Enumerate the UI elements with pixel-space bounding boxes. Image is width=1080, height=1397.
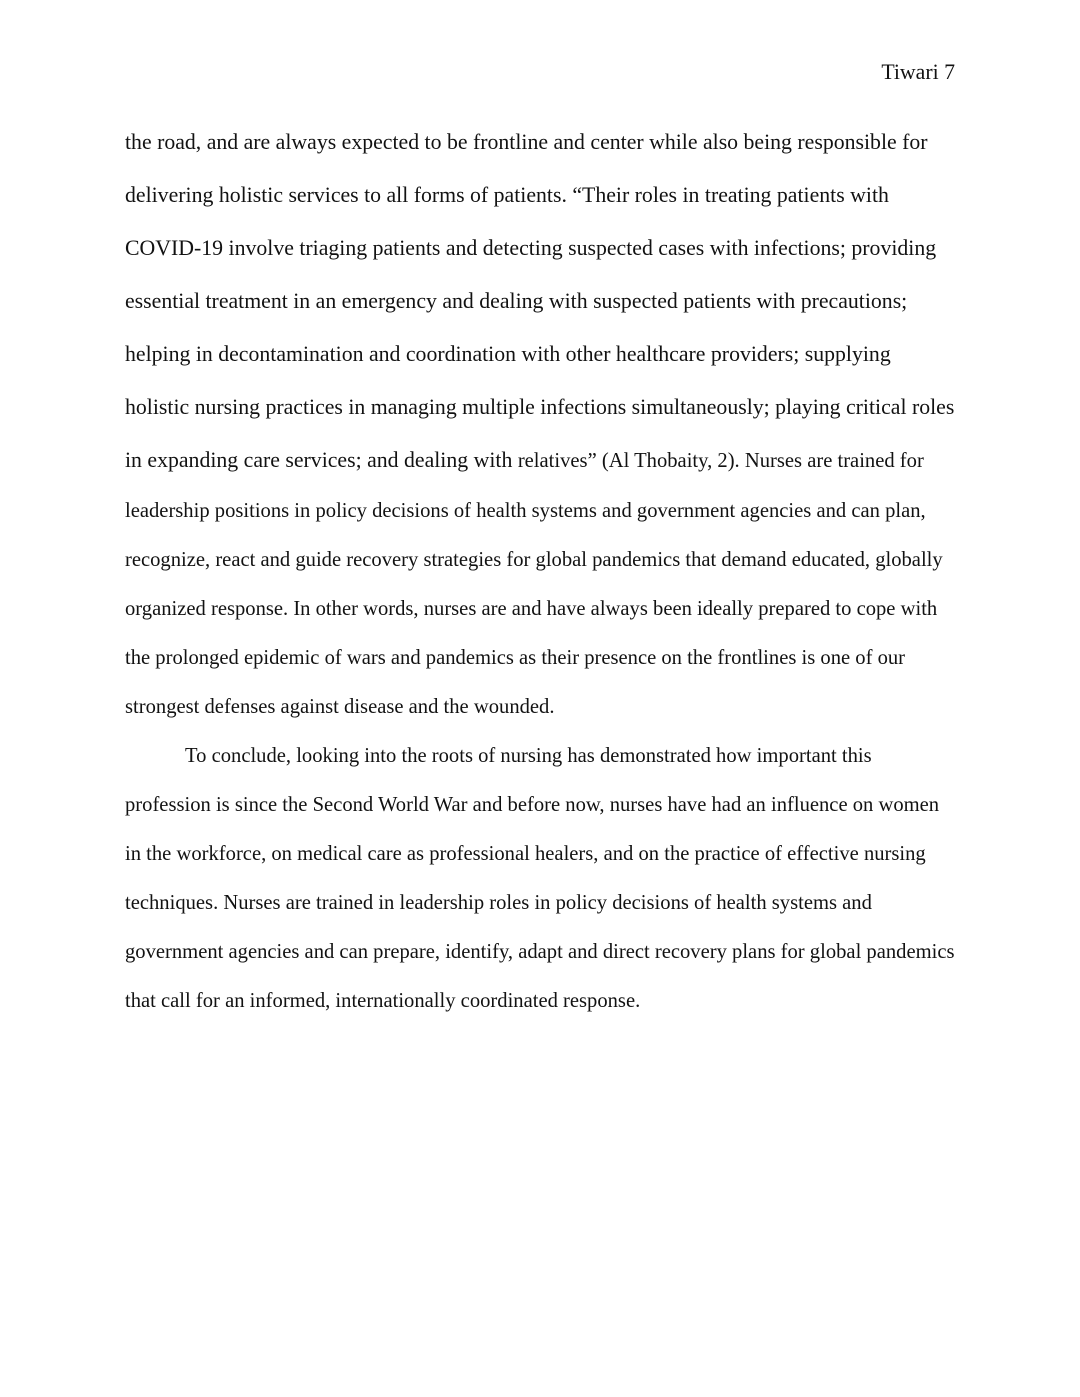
paragraph-conclusion: To conclude, looking into the roots of nursing has demonstrated how important this profession is since the Second World War and before now, nurses have had an influence on women in the workforce, on medical care as professional healers, and on the practice of effective nursing techniques. Nurses are trained in leadership roles in policy decisions of health systems and government agencies and can prepare, identify, adapt and direct recovery plans for global pandemics that call for an informed, internationally coordinated response. xyxy=(125,745,955,1012)
paragraph-body-main-text: the road, and are always expected to be frontline and center while also being responsible for delivering holistic services to all forms of patients. “Their roles in treating patients with COVID-19 involve triaging patients and detecting suspected cases with infections; providing essential treatment in an emergency and dealing with suspected patients with precautions; helping in decontamination and coordination with other healthcare providers; supplying holistic nursing practices in managing multiple infections simultaneously; playing critical roles in expanding care services; and dealing with xyxy=(125,130,955,472)
page-header xyxy=(125,58,955,86)
running-head: Tiwari 7 xyxy=(881,60,955,84)
paragraph-body-continuation xyxy=(125,116,956,732)
paragraph-body-citation-text: relatives” (Al Thobaity, 2). Nurses are trained for leadership positions in policy decisions of health systems and government agencies and can plan, recognize, react and guide recovery strategies for global pandemics that demand educated, globally organized response. In other words, nurses are and have always been ideally prepared to cope with the prolonged epidemic of wars and pandemics as their presence on the frontlines is one of our strongest defenses against disease and the wounded. xyxy=(125,450,943,718)
document-body xyxy=(125,116,956,1026)
